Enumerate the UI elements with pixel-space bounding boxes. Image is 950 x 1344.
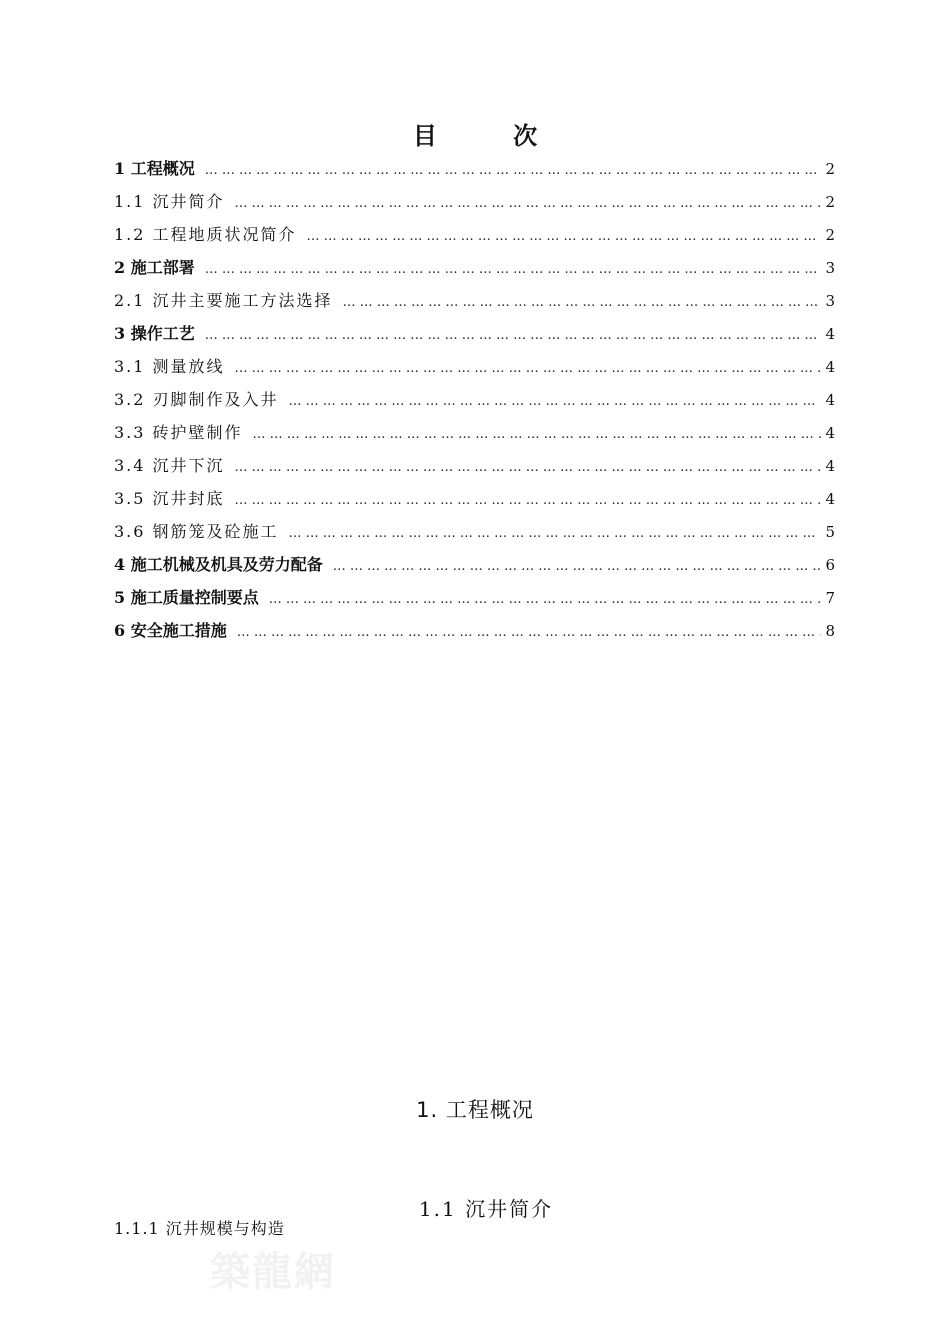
toc-entry[interactable] xyxy=(114,449,835,482)
section-heading: 1. 工程概况 xyxy=(416,1098,534,1122)
toc-dot-leader xyxy=(237,616,822,649)
toc-entry-label: 3.1 测量放线 xyxy=(114,357,225,376)
subsection-heading: 1.1 沉井简介 xyxy=(418,1197,554,1221)
toc-entry[interactable] xyxy=(114,383,835,416)
toc-dot-leader xyxy=(205,154,822,187)
toc-title: 目 次 xyxy=(412,121,572,150)
toc-entry[interactable] xyxy=(114,152,835,185)
toc-entry-label: 3.5 沉井封底 xyxy=(114,489,225,508)
toc-entry[interactable] xyxy=(114,416,835,449)
toc-entry-label: 3.6 钢筋笼及砼施工 xyxy=(114,522,279,541)
toc-entry-label: 1.1 沉井简介 xyxy=(114,192,225,211)
toc-dot-leader xyxy=(307,220,822,253)
toc-entry[interactable] xyxy=(114,581,835,614)
toc-dot-leader xyxy=(235,187,822,220)
toc-entry-label: 1.2 工程地质状况简介 xyxy=(114,225,297,244)
subsubsection-heading: 1.1.1 沉井规模与构造 xyxy=(114,1219,285,1238)
toc-entry-label: 1 工程概况 xyxy=(114,159,195,178)
toc-entry-page: 3 xyxy=(825,259,835,277)
toc-dot-leader xyxy=(205,319,822,352)
toc-dot-leader xyxy=(269,583,822,616)
toc-dot-leader xyxy=(333,550,822,583)
toc-entry-page: 8 xyxy=(825,622,835,640)
toc-entry-page: 4 xyxy=(825,325,835,343)
toc-dot-leader xyxy=(289,517,822,550)
toc-entry[interactable] xyxy=(114,317,835,350)
toc-entry[interactable] xyxy=(114,185,835,218)
toc-entry-page: 2 xyxy=(825,160,835,178)
toc-entry-page: 4 xyxy=(825,424,835,442)
toc-dot-leader xyxy=(343,286,822,319)
toc-entry-page: 7 xyxy=(825,589,835,607)
toc-entry-page: 4 xyxy=(825,358,835,376)
toc-entry-page: 4 xyxy=(825,391,835,409)
toc-dot-leader xyxy=(235,451,822,484)
toc-entry-label: 5 施工质量控制要点 xyxy=(114,588,259,607)
toc-entry[interactable] xyxy=(114,350,835,383)
toc-entry-label: 6 安全施工措施 xyxy=(114,621,227,640)
toc-entry-label: 3.3 砖护壁制作 xyxy=(114,423,243,442)
toc-entry-page: 4 xyxy=(825,490,835,508)
toc-entry-page: 4 xyxy=(825,457,835,475)
toc-entry-label: 2.1 沉井主要施工方法选择 xyxy=(114,291,333,310)
toc-entry-page: 6 xyxy=(825,556,835,574)
toc-dot-leader xyxy=(289,385,822,418)
toc-entry-label: 3.4 沉井下沉 xyxy=(114,456,225,475)
toc-entry[interactable] xyxy=(114,482,835,515)
toc-dot-leader xyxy=(253,418,822,451)
toc-entry-page: 2 xyxy=(825,193,835,211)
toc-entry-label: 4 施工机械及机具及劳力配备 xyxy=(114,555,323,574)
toc-entry-page: 5 xyxy=(825,523,835,541)
toc-entry[interactable] xyxy=(114,284,835,317)
toc-entry[interactable] xyxy=(114,515,835,548)
toc-entry-page: 2 xyxy=(825,226,835,244)
toc-entry[interactable] xyxy=(114,251,835,284)
toc-entry-label: 3.2 刃脚制作及入井 xyxy=(114,390,279,409)
toc-entry[interactable] xyxy=(114,218,835,251)
table-of-contents xyxy=(114,152,835,647)
toc-entry-label: 2 施工部署 xyxy=(114,258,195,277)
toc-dot-leader xyxy=(235,352,822,385)
watermark-logo: 築龍網 xyxy=(210,1248,336,1295)
toc-entry-label: 3 操作工艺 xyxy=(114,324,195,343)
toc-dot-leader xyxy=(205,253,822,286)
toc-entry[interactable] xyxy=(114,548,835,581)
toc-entry-page: 3 xyxy=(825,292,835,310)
toc-dot-leader xyxy=(235,484,822,517)
toc-entry[interactable] xyxy=(114,614,835,647)
